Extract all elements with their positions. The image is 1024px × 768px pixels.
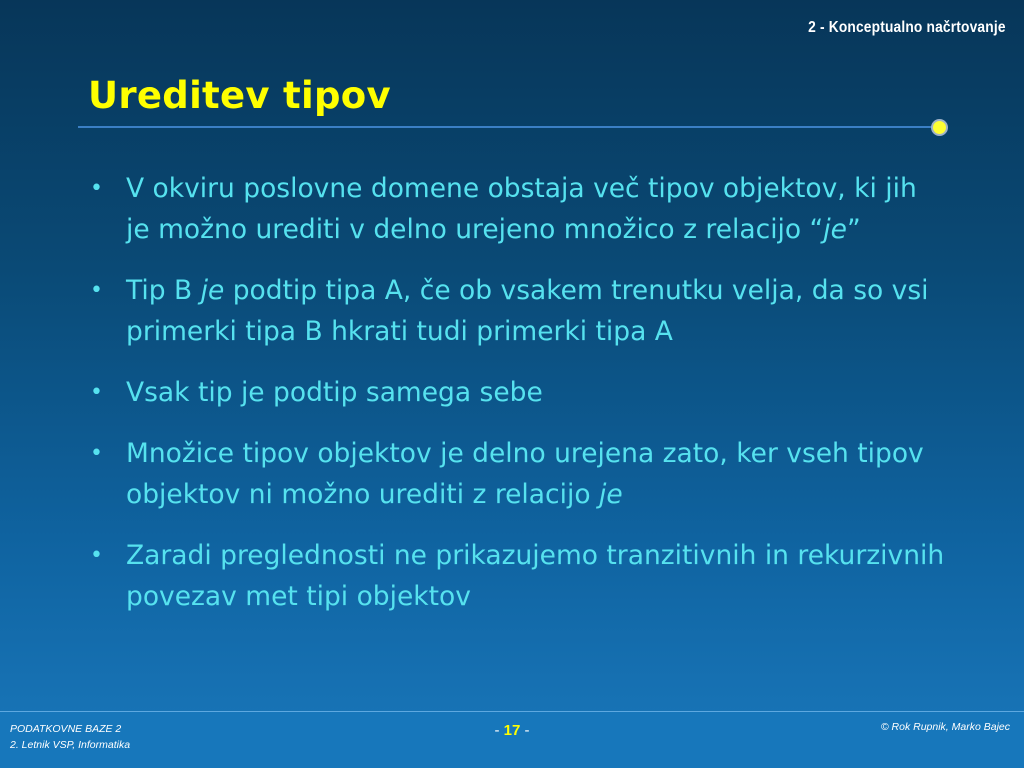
page-number-suffix: - <box>520 722 530 739</box>
footer-authors: © Rok Rupnik, Marko Bajec <box>880 721 1010 733</box>
bullet-item <box>88 270 948 352</box>
bullet-text-emphasis: je <box>598 479 623 510</box>
bullet-icon: • <box>90 441 103 466</box>
bullet-item <box>88 535 948 617</box>
page-title: Ureditev tipov <box>88 74 391 117</box>
bullet-list <box>88 168 948 637</box>
footer-course: PODATKOVNE BAZE 2 <box>10 723 122 735</box>
bullet-item <box>88 433 948 515</box>
bullet-text-part: V okviru poslovne domene obstaja več tipov objektov, ki jih je možno urediti v delno urejeno množico z relacijo “ <box>126 173 917 245</box>
bullet-text-part: Tip B <box>126 275 201 306</box>
bullet-text-part: Zaradi preglednosti ne prikazujemo tranzitivnih in rekurzivnih povezav met tipi objektov <box>126 540 945 612</box>
page-number-value: 17 <box>503 722 521 739</box>
bullet-item <box>88 168 948 250</box>
footer-program: 2. Letnik VSP, Informatika <box>10 739 131 751</box>
page-number <box>0 722 1024 739</box>
bullet-icon: • <box>90 543 103 568</box>
page-number-prefix: - <box>494 722 504 739</box>
title-divider <box>78 126 934 128</box>
bullet-icon: • <box>90 380 103 405</box>
title-divider-dot <box>931 119 948 136</box>
bullet-text-part: Množice tipov objektov je delno urejena zato, ker vseh tipov objektov ni možno urediti z relacijo <box>126 438 924 510</box>
footer <box>0 712 1024 768</box>
bullet-text-part: Vsak tip je podtip samega sebe <box>126 377 543 408</box>
section-title: 2 - Konceptualno načrtovanje <box>808 19 1006 36</box>
bullet-item <box>88 372 948 413</box>
bullet-icon: • <box>90 176 103 201</box>
bullet-text-emphasis: je <box>823 214 847 245</box>
bullet-text-part: podtip tipa A, če ob vsakem trenutku velja, da so vsi primerki tipa B hkrati tudi primerki tipa A <box>126 275 929 347</box>
bullet-text-emphasis: je <box>200 275 225 306</box>
bullet-text-part: ” <box>846 214 861 245</box>
bullet-icon: • <box>90 278 103 303</box>
